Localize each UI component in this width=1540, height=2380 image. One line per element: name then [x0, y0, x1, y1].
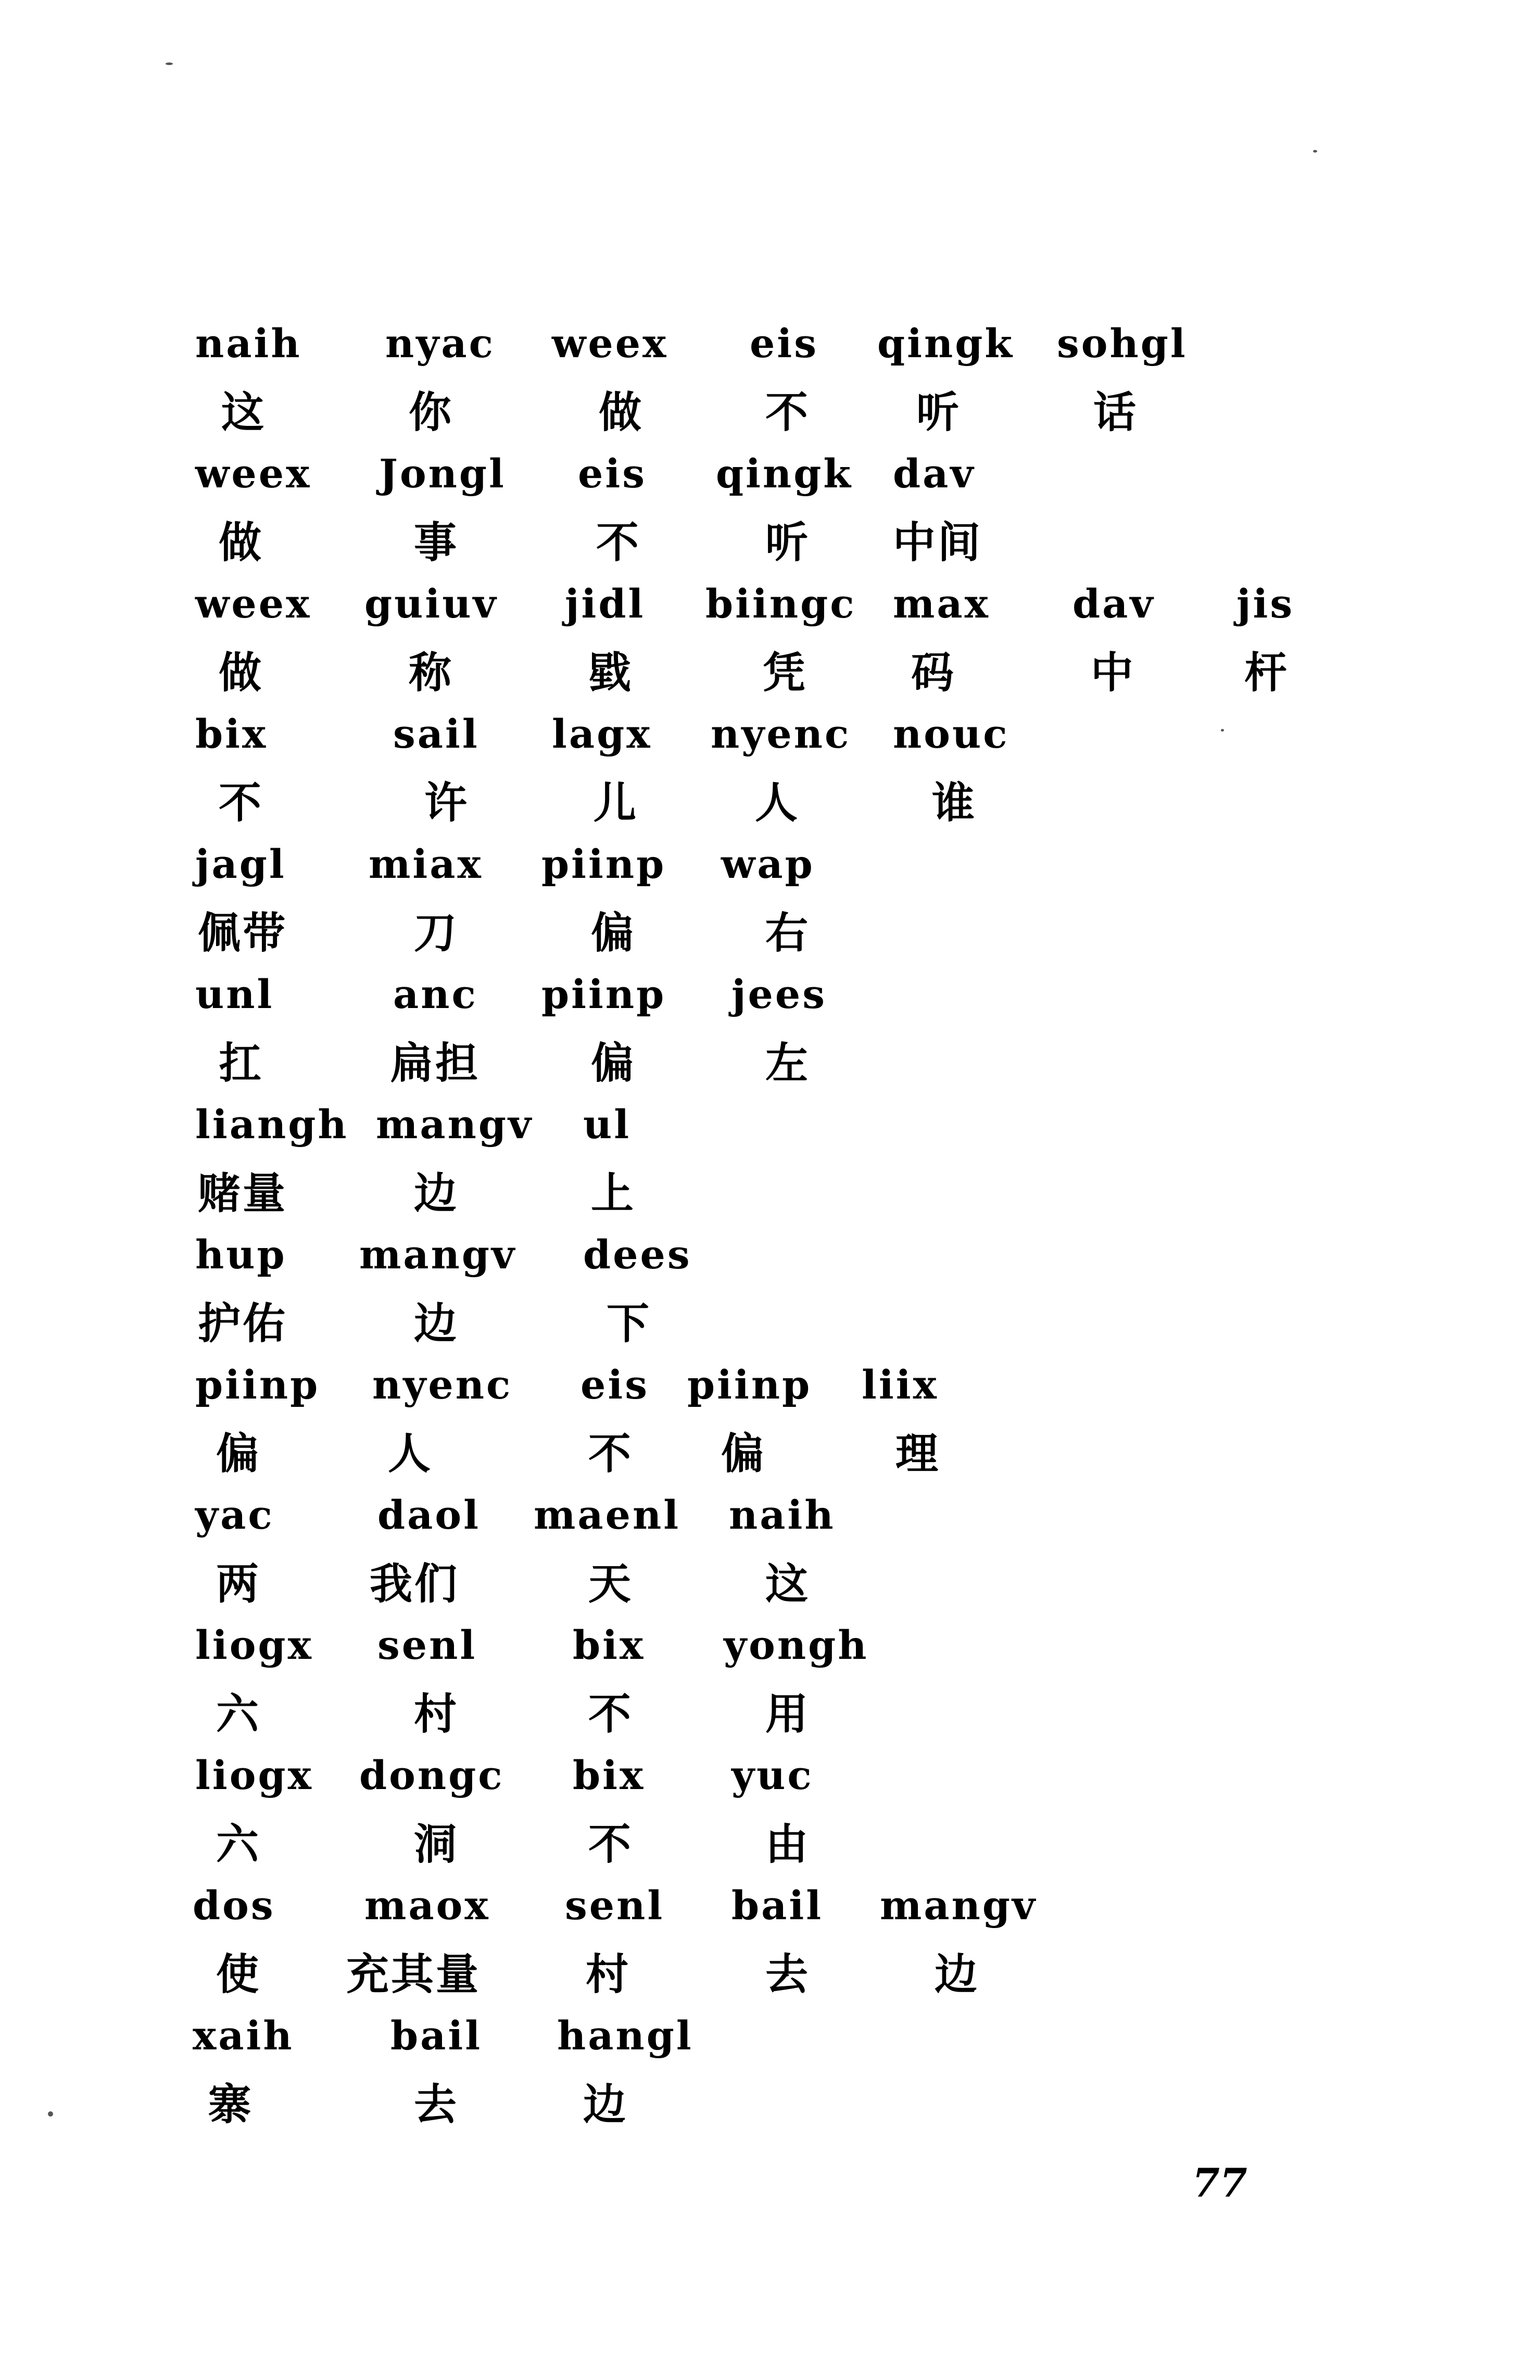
romanized-word: jis [1236, 581, 1295, 627]
gloss-word: 偏 [591, 1039, 636, 1088]
gloss-word: 不 [588, 1820, 634, 1869]
gloss-line [0, 1299, 1540, 1370]
romanized-word: weex [552, 320, 668, 367]
romanized-line [0, 1101, 1540, 1173]
romanized-line [0, 1622, 1540, 1693]
romanized-line [0, 711, 1540, 782]
romanized-word: ul [583, 1101, 632, 1148]
romanized-line [0, 1882, 1540, 1954]
romanized-word: liogx [195, 1752, 313, 1798]
gloss-word: 听 [916, 388, 962, 437]
gloss-word: 两 [216, 1559, 261, 1609]
gloss-word: 我们 [370, 1559, 460, 1609]
gloss-word: 偏 [721, 1429, 766, 1479]
scan-speck [166, 62, 173, 65]
gloss-word: 下 [607, 1299, 652, 1349]
romanized-word: lagx [552, 711, 652, 757]
romanized-word: maox [364, 1882, 490, 1929]
romanized-word: max [893, 581, 990, 627]
romanized-word: eis [578, 450, 647, 497]
romanized-word: qingk [877, 320, 1015, 367]
gloss-word: 不 [219, 778, 264, 828]
gloss-line [0, 778, 1540, 850]
romanized-word: bix [573, 1752, 646, 1798]
gloss-word: 扁担 [390, 1039, 481, 1088]
gloss-line [0, 1950, 1540, 2021]
gloss-word: 护佑 [198, 1299, 288, 1349]
romanized-word: dees [583, 1231, 692, 1278]
romanized-word: liangh [195, 1101, 349, 1148]
romanized-word: yuc [731, 1752, 814, 1798]
romanized-word: eis [750, 320, 819, 367]
romanized-word: senl [377, 1622, 477, 1668]
gloss-word: 许 [424, 778, 470, 828]
gloss-word: 村 [414, 1690, 459, 1739]
romanized-word: wap [721, 841, 815, 887]
gloss-word: 杆 [1244, 648, 1290, 698]
romanized-word: daol [377, 1492, 481, 1538]
gloss-line [0, 1559, 1540, 1631]
gloss-word: 赌量 [198, 1169, 288, 1218]
gloss-word: 凭 [763, 648, 808, 698]
gloss-word: 做 [219, 648, 264, 698]
romanized-line [0, 1231, 1540, 1303]
scan-speck [1313, 150, 1317, 153]
gloss-word: 使 [216, 1950, 261, 1999]
gloss-word: 由 [765, 1820, 811, 1869]
gloss-word: 事 [414, 518, 459, 568]
gloss-word: 码 [911, 648, 956, 698]
gloss-word: 称 [409, 648, 454, 698]
romanized-word: dav [1072, 581, 1155, 627]
gloss-word: 边 [583, 2080, 628, 2130]
romanized-word: weex [195, 581, 312, 627]
gloss-word: 理 [895, 1429, 941, 1479]
romanized-word: piinp [687, 1362, 812, 1408]
gloss-word: 扛 [219, 1039, 264, 1088]
gloss-line [0, 1429, 1540, 1501]
gloss-word: 边 [935, 1950, 980, 1999]
gloss-line [0, 1820, 1540, 1891]
romanized-word: jagl [195, 841, 286, 887]
gloss-word: 不 [765, 388, 811, 437]
gloss-line [0, 388, 1540, 459]
romanized-word: qingk [716, 450, 853, 497]
romanized-line [0, 2012, 1540, 2084]
romanized-word: hangl [557, 2012, 693, 2059]
romanized-word: nyenc [372, 1362, 513, 1408]
gloss-word: 六 [216, 1690, 261, 1739]
romanized-word: yongh [724, 1622, 869, 1668]
romanized-line [0, 1362, 1540, 1433]
gloss-word: 中 [1091, 648, 1136, 698]
romanized-word: Jongl [379, 450, 506, 497]
gloss-word: 不 [596, 518, 641, 568]
gloss-word: 人 [755, 778, 800, 828]
scan-speck [1221, 729, 1224, 732]
gloss-word: 谁 [932, 778, 977, 828]
romanized-line [0, 971, 1540, 1042]
gloss-word: 做 [219, 518, 264, 568]
romanized-line [0, 320, 1540, 392]
romanized-word: hup [195, 1231, 287, 1278]
gloss-word: 去 [765, 1950, 811, 1999]
romanized-word: anc [393, 971, 478, 1017]
romanized-word: unl [195, 971, 274, 1017]
gloss-word: 左 [765, 1039, 811, 1088]
romanized-line [0, 1752, 1540, 1823]
gloss-word: 边 [414, 1169, 459, 1218]
gloss-line [0, 518, 1540, 589]
romanized-word: dav [893, 450, 976, 497]
romanized-word: guiuv [364, 581, 498, 627]
romanized-word: naih [195, 320, 302, 367]
gloss-line [0, 909, 1540, 980]
romanized-word: miax [369, 841, 483, 887]
romanized-word: jidl [565, 581, 646, 627]
scan-speck [48, 2111, 53, 2117]
romanized-word: piinp [541, 971, 666, 1017]
gloss-word: 这 [765, 1559, 811, 1609]
romanized-word: sohgl [1057, 320, 1188, 367]
romanized-line [0, 1492, 1540, 1563]
romanized-word: liogx [195, 1622, 313, 1668]
romanized-word: nyac [385, 320, 495, 367]
gloss-word: 不 [588, 1690, 634, 1739]
gloss-word: 这 [221, 388, 267, 437]
gloss-word: 戥 [588, 648, 634, 698]
gloss-word: 佩带 [198, 909, 288, 958]
gloss-word: 充其量 [346, 1950, 481, 1999]
romanized-word: nouc [893, 711, 1009, 757]
gloss-line [0, 1690, 1540, 1761]
romanized-word: bix [195, 711, 268, 757]
romanized-word: eis [580, 1362, 650, 1408]
gloss-word: 边 [414, 1299, 459, 1349]
romanized-word: mangv [880, 1882, 1038, 1929]
gloss-word: 听 [765, 518, 811, 568]
romanized-word: senl [565, 1882, 665, 1929]
gloss-line [0, 1039, 1540, 1110]
gloss-word: 儿 [594, 778, 639, 828]
romanized-word: bix [573, 1622, 646, 1668]
gloss-word: 刀 [414, 909, 459, 958]
romanized-word: weex [195, 450, 312, 497]
romanized-word: naih [729, 1492, 836, 1538]
gloss-word: 寨 [208, 2080, 254, 2130]
gloss-word: 做 [599, 388, 644, 437]
romanized-word: nyenc [711, 711, 851, 757]
gloss-word: 偏 [591, 909, 636, 958]
gloss-word: 偏 [216, 1429, 261, 1479]
page-number: 77 [1192, 2160, 1247, 2206]
romanized-word: mangv [359, 1231, 517, 1278]
romanized-line [0, 841, 1540, 912]
romanized-word: dos [193, 1882, 275, 1929]
gloss-word: 你 [409, 388, 454, 437]
romanized-word: piinp [541, 841, 666, 887]
romanized-word: bail [390, 2012, 483, 2059]
gloss-word: 去 [414, 2080, 459, 2130]
gloss-word: 右 [765, 909, 811, 958]
romanized-word: bail [731, 1882, 824, 1929]
gloss-word: 洞 [414, 1820, 459, 1869]
romanized-word: maenl [534, 1492, 681, 1538]
romanized-word: yac [195, 1492, 274, 1538]
gloss-word: 话 [1093, 388, 1139, 437]
romanized-word: liix [862, 1362, 939, 1408]
gloss-word: 天 [588, 1559, 634, 1609]
gloss-line [0, 1169, 1540, 1240]
gloss-word: 中间 [893, 518, 983, 568]
gloss-word: 用 [765, 1690, 811, 1739]
romanized-word: mangv [376, 1101, 534, 1148]
gloss-line [0, 2080, 1540, 2151]
gloss-word: 人 [388, 1429, 433, 1479]
romanized-word: sail [393, 711, 479, 757]
gloss-word: 上 [591, 1169, 636, 1218]
romanized-line [0, 581, 1540, 652]
romanized-word: piinp [195, 1362, 320, 1408]
gloss-word: 村 [586, 1950, 631, 1999]
gloss-word: 六 [216, 1820, 261, 1869]
romanized-word: jees [731, 971, 827, 1017]
romanized-word: dongc [359, 1752, 504, 1798]
gloss-word: 不 [588, 1429, 634, 1479]
romanized-word: xaih [193, 2012, 294, 2059]
romanized-line [0, 450, 1540, 522]
gloss-line [0, 648, 1540, 720]
romanized-word: biingc [705, 581, 856, 627]
